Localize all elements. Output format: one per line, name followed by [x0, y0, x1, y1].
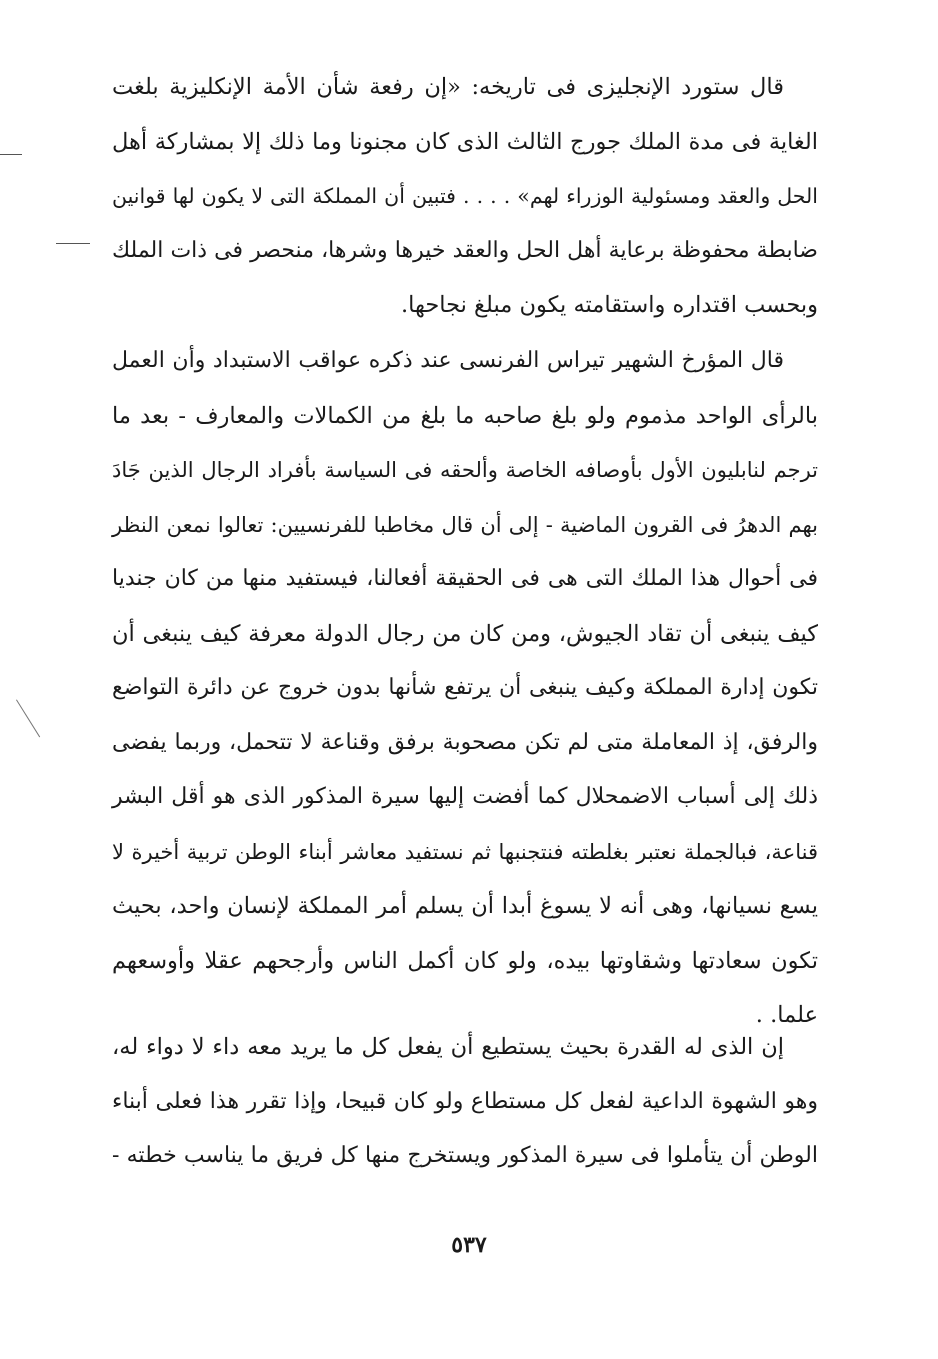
- text-line: إن الذى له القدرة بحيث يستطيع أن يفعل كل ما يريد معه داء لا دواء له،: [112, 1034, 784, 1060]
- text-line: قناعة، فبالجملة نعتبر بغلطته فنتجنبها ثم نستفيد معاشر أبناء الوطن تربية أخيرة لا: [112, 839, 818, 864]
- text-line: وبحسب اقتداره واستقامته يكون مبلغ نجاحها.: [400, 292, 818, 318]
- text-line: ضابطة محفوظة برعاية أهل الحل والعقد خيرها وشرها، منحصر فى ذات الملك: [112, 237, 818, 263]
- text-line: فى أحوال هذا الملك التى هى فى الحقيقة أفعالنا، فيستفيد منها من كان جنديا: [112, 566, 818, 591]
- text-line: يسع نسيانها، وهى أنه لا يسوغ أبدا أن يسلم أمر المملكة لإنسان واحد، بحيث: [112, 893, 818, 919]
- text-line: علما. .: [755, 1002, 818, 1028]
- paragraph-1: [112, 60, 818, 333]
- text-line: تكون إدارة المملكة وكيف ينبغى أن يرتفع شأنها بدون خروج عن دائرة التواضع: [112, 675, 818, 700]
- margin-scan-mark: [0, 154, 22, 155]
- text-line: الوطن أن يتأملوا فى سيرة المذكور ويستخرج منها كل فريق ما يناسب خطته -: [112, 1143, 818, 1168]
- text-line: كيف ينبغى أن تقاد الجيوش، ومن كان من رجال الدولة معرفة كيف ينبغى أن: [112, 620, 818, 647]
- text-line: بالرأى الواحد مذموم ولو بلغ صاحبه ما بلغ من الكمالات والمعارف - بعد ما: [112, 402, 818, 429]
- paragraph-2: [112, 334, 818, 1043]
- text-line: تكون سعادتها وشقاوتها بيده، ولو كان أكمل الناس وأرجحهم عقلا وأوسعهم: [112, 947, 818, 974]
- page-number: ٥٣٧: [451, 1232, 487, 1258]
- text-line: الغاية فى مدة الملك جورج الثالث الذى كان مجنونا وما ذلك إلا بمشاركة أهل: [112, 128, 818, 155]
- text-line: قال المؤرخ الشهير تيراس الفرنسى عند ذكره عواقب الاستبداد وأن العمل: [112, 348, 784, 373]
- paragraph-3: [112, 1020, 818, 1184]
- text-line: بهم الدهرُ فى القرون الماضية - إلى أن قال مخاطبا للفرنسيين: تعالوا نمعن النظر: [112, 512, 818, 537]
- text-line: ترجم لنابليون الأول بأوصافه الخاصة وألحقه فى السياسة بأفراد الرجال الذين جَادَ: [112, 458, 818, 482]
- text-line: ذلك إلى أسباب الاضمحلال كما أفضت إليها سيرة المذكور الذى هو أقل البشر: [112, 784, 818, 809]
- margin-scan-mark: [16, 699, 40, 737]
- margin-scan-mark: [56, 243, 90, 244]
- text-line: الحل والعقد ومسئولية الوزراء لهم» . . . . فتبين أن المملكة التى لا يكون لها قوانين: [112, 184, 818, 208]
- text-line: والرفق، إذ المعاملة متى لم تكن مصحوبة برفق وقناعة لا تتحمل، وربما يفضى: [112, 729, 818, 755]
- text-line: قال ستورد الإنجليزى فى تاريخه: «إن رفعة شأن الأمة الإنكليزية بلغت: [112, 74, 784, 100]
- text-line: وهو الشهوة الداعية لفعل كل مستطاع ولو كان قبيحا، وإذا تقرر هذا فعلى أبناء: [112, 1088, 818, 1114]
